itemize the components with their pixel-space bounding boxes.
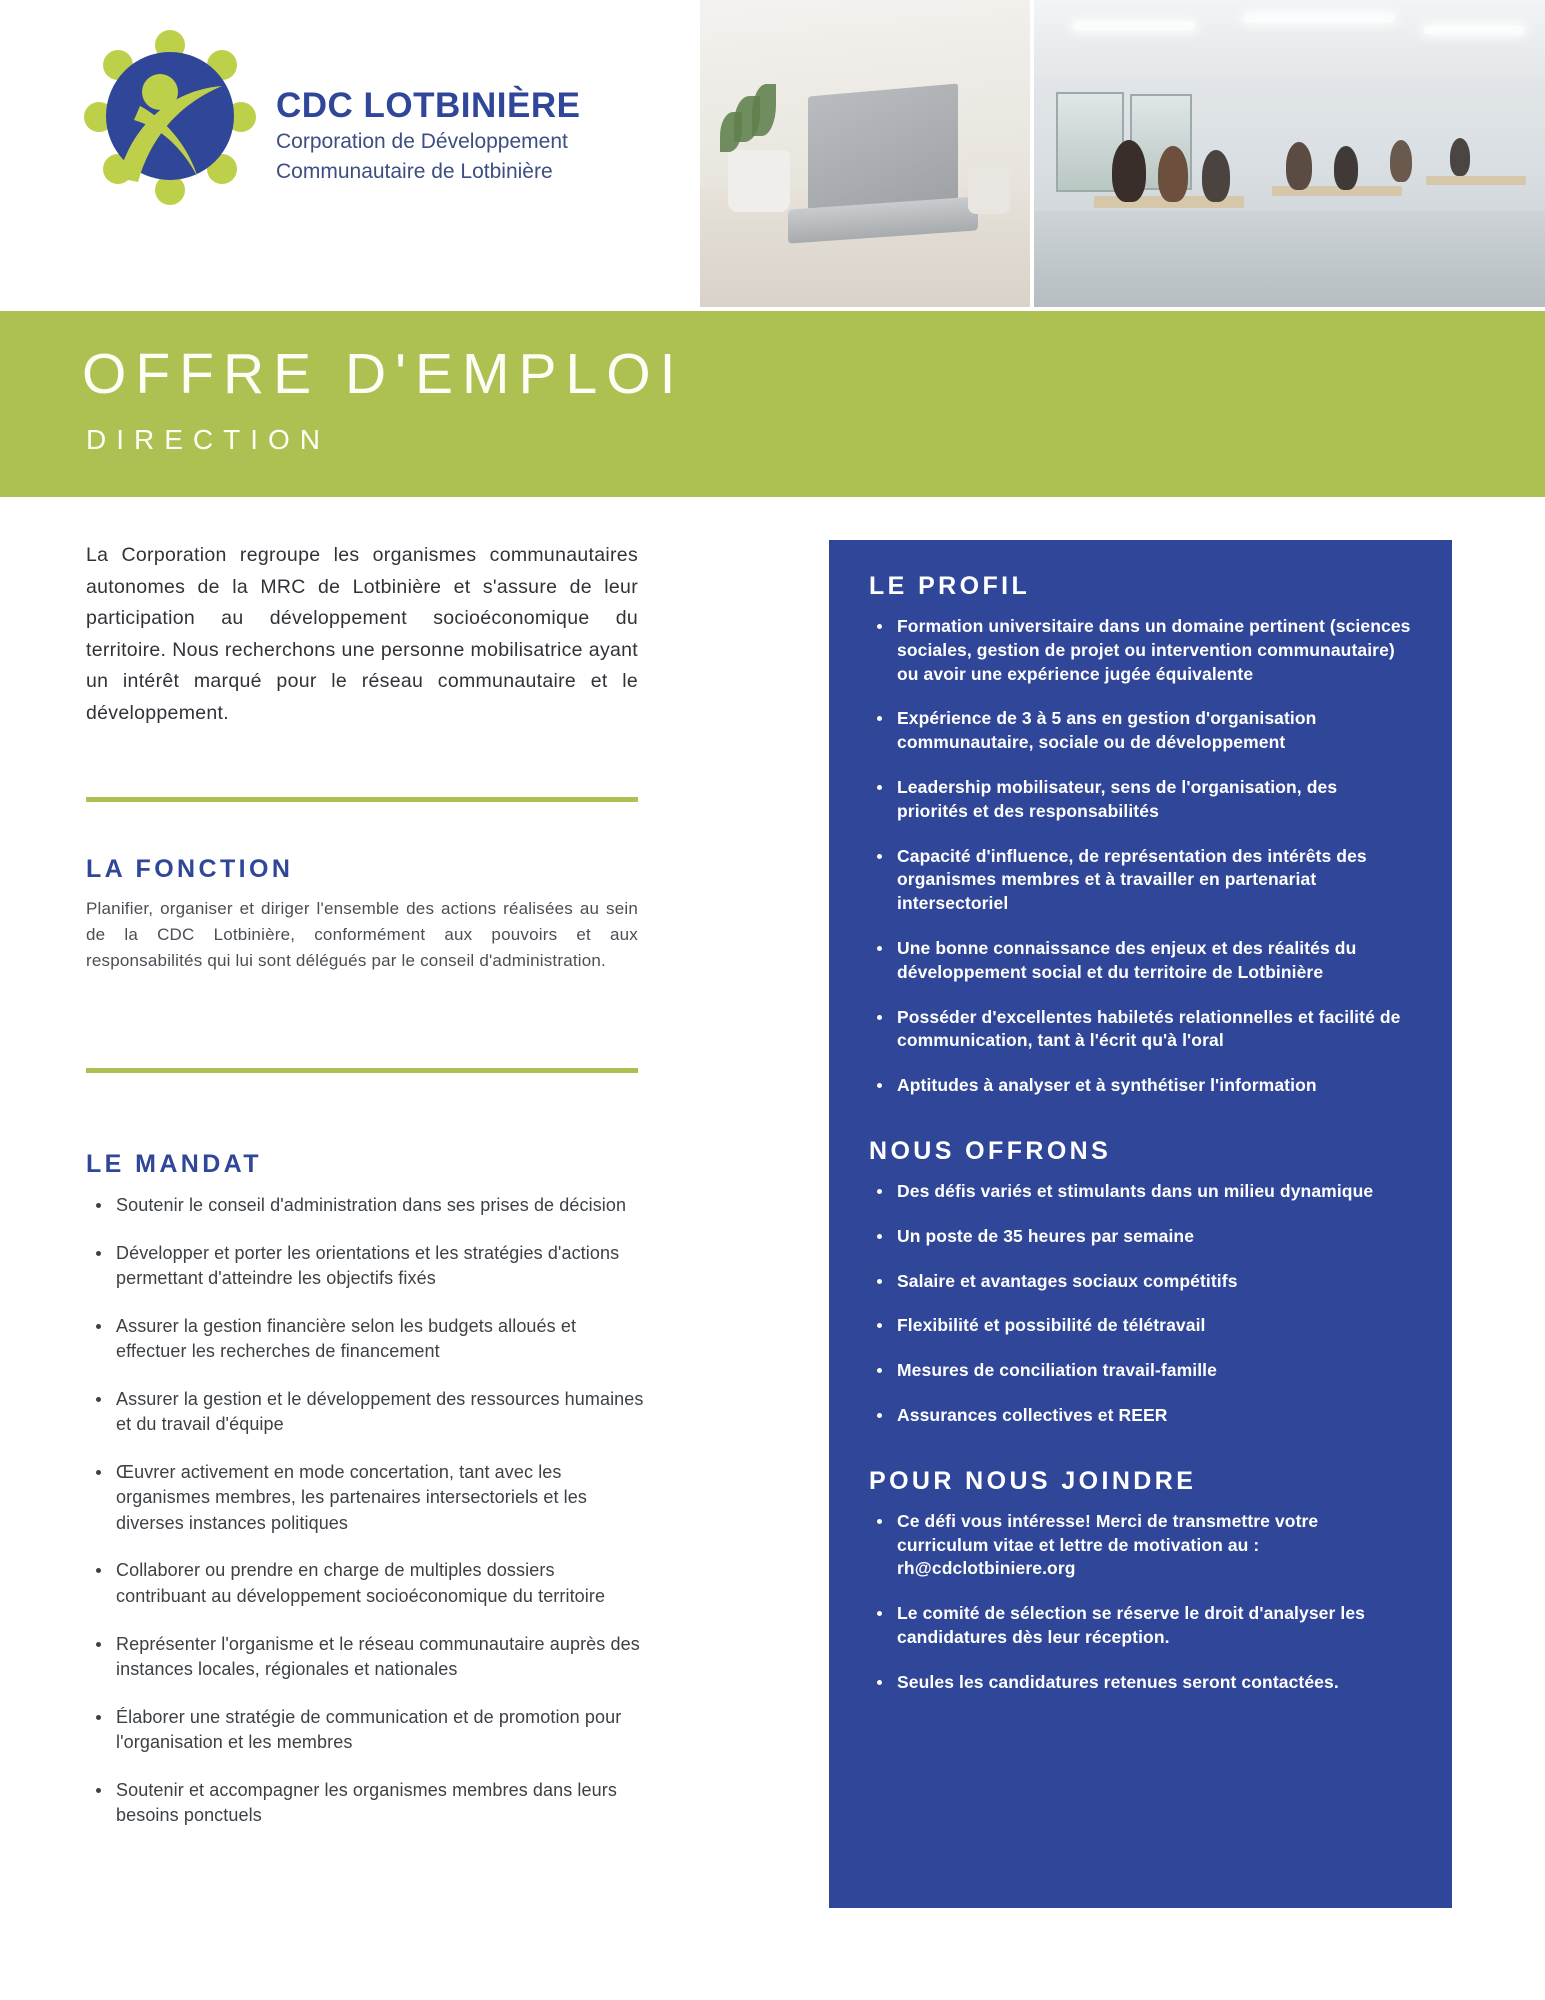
offrons-list-item: Mesures de conciliation travail-famille	[869, 1359, 1412, 1383]
mandat-list-item: Soutenir le conseil d'administration dans ses prises de décision	[86, 1193, 646, 1219]
profil-list-item: Une bonne connaissance des enjeux et des réalités du développement social et du territoire de Lotbinière	[869, 937, 1412, 985]
divider-rule-top	[86, 797, 638, 802]
logo-subtitle-line2: Communautaire de Lotbinière	[276, 160, 553, 184]
mandat-list-item: Représenter l'organisme et le réseau communautaire auprès des instances locales, régionales et nationales	[86, 1632, 646, 1683]
logo-subtitle-line1: Corporation de Développement	[276, 130, 568, 154]
right-info-panel	[829, 540, 1452, 1908]
joindre-list-item: Le comité de sélection se réserve le droit d'analyser les candidatures dès leur réception.	[869, 1602, 1412, 1650]
joindre-list-item: Seules les candidatures retenues seront contactées.	[869, 1671, 1412, 1695]
offrons-list-item: Un poste de 35 heures par semaine	[869, 1225, 1412, 1249]
title-band	[0, 311, 1545, 497]
header-photo-strip	[700, 0, 1545, 307]
logo-title: CDC LOTBINIÈRE	[276, 86, 581, 126]
mandat-list	[86, 1193, 646, 1829]
mandat-list-item: Œuvrer activement en mode concertation, tant avec les organismes membres, les partenaires intersectoriels et les diverses instances politiques	[86, 1460, 646, 1537]
mandat-heading: LE MANDAT	[86, 1150, 262, 1178]
mandat-list-item: Élaborer une stratégie de communication et de promotion pour l'organisation et les membres	[86, 1705, 646, 1756]
profil-list-item: Leadership mobilisateur, sens de l'organisation, des priorités et des responsabilités	[869, 776, 1412, 824]
mandat-list-item: Collaborer ou prendre en charge de multiples dossiers contribuant au développement socioéconomique du territoire	[86, 1558, 646, 1609]
page-title: OFFRE D'EMPLOI	[82, 342, 685, 406]
joindre-heading: POUR NOUS JOINDRE	[869, 1466, 1197, 1495]
fonction-body: Planifier, organiser et diriger l'ensemble des actions réalisées au sein de la CDC Lotbinière, conformément aux pouvoirs et aux responsabilités qui lui sont délégués par le conseil d'administration.	[86, 899, 638, 970]
offrons-list-item: Assurances collectives et REER	[869, 1404, 1412, 1428]
page-subtitle: DIRECTION	[86, 424, 330, 455]
fonction-section	[86, 855, 638, 973]
offrons-list-item: Salaire et avantages sociaux compétitifs	[869, 1270, 1412, 1294]
profil-list-item: Aptitudes à analyser et à synthétiser l'information	[869, 1074, 1412, 1098]
profil-list	[869, 615, 1412, 1098]
mandat-list-item: Assurer la gestion et le développement des ressources humaines et du travail d'équipe	[86, 1387, 646, 1438]
profil-list-item: Posséder d'excellentes habiletés relationnelles et facilité de communication, tant à l'écrit qu'à l'oral	[869, 1006, 1412, 1054]
offrons-list-item: Des défis variés et stimulants dans un milieu dynamique	[869, 1180, 1412, 1204]
offrons-heading: NOUS OFFRONS	[869, 1136, 1112, 1165]
classroom-meeting-photo	[1034, 0, 1545, 307]
intro-section	[86, 540, 638, 729]
profil-list-item: Formation universitaire dans un domaine pertinent (sciences sociales, gestion de projet ou intervention communautaire) ou avoir une expérience jugée équivalente	[869, 615, 1412, 686]
cdc-globe-icon	[80, 28, 258, 206]
joindre-list	[869, 1510, 1412, 1695]
profil-heading: LE PROFIL	[869, 572, 1031, 600]
fonction-heading: LA FONCTION	[86, 855, 294, 883]
logo-wordmark	[276, 48, 581, 185]
mandat-list-item: Assurer la gestion financière selon les budgets alloués et effectuer les recherches de financement	[86, 1314, 646, 1365]
offrons-list	[869, 1180, 1412, 1428]
joindre-list-item: Ce défi vous intéresse! Merci de transmettre votre curriculum vitae et lettre de motivation au : rh@cdclotbiniere.org	[869, 1510, 1412, 1581]
mandat-list-item: Développer et porter les orientations et les stratégies d'actions permettant d'atteindre les objectifs fixés	[86, 1241, 646, 1292]
swoosh-icon	[80, 28, 258, 206]
mandat-list-item: Soutenir et accompagner les organismes membres dans leurs besoins ponctuels	[86, 1778, 646, 1829]
divider-rule-bottom	[86, 1068, 638, 1073]
intro-paragraph: La Corporation regroupe les organismes communautaires autonomes de la MRC de Lotbinière et s'assure de leur participation au développement socioéconomique du territoire. Nous recherchons une personne mobilisatrice ayant un intérêt marqué pour le réseau communautaire et le développement.	[86, 544, 638, 724]
page-header	[0, 0, 1545, 310]
desk-laptop-photo	[700, 0, 1030, 307]
profil-list-item: Expérience de 3 à 5 ans en gestion d'organisation communautaire, sociale ou de développement	[869, 707, 1412, 755]
offrons-list-item: Flexibilité et possibilité de télétravail	[869, 1314, 1412, 1338]
mandat-section	[86, 1150, 646, 1851]
profil-list-item: Capacité d'influence, de représentation des intérêts des organismes membres et à travailler en partenariat intersectoriel	[869, 845, 1412, 916]
organization-logo	[80, 28, 581, 206]
